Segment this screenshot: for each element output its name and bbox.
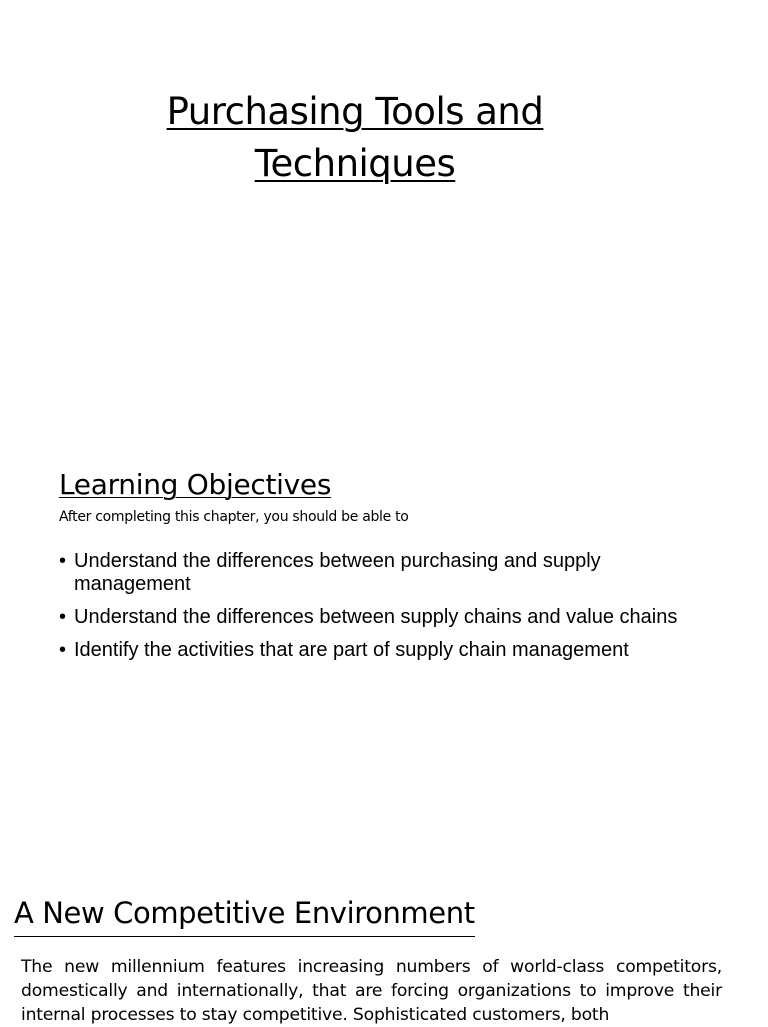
bullet-marker: • [59,639,67,661]
competitive-environment-heading: A New Competitive Environment [14,892,475,937]
title-slide [0,0,768,440]
bullet-marker: • [59,550,67,572]
learning-objectives-subheading: After completing this chapter, you should be able to [59,509,409,525]
bullet-marker: • [59,606,67,628]
learning-objectives-heading: Learning Objectives [59,468,332,501]
competitive-environment-slide [0,860,768,1024]
competitive-environment-body: The new millennium features increasing numbers of world-class competitors, domestically and internationally, that are forcing organizations to improve their internal processes to stay competitive. Sophisticated customers, both [21,957,722,1025]
objective-text: Understand the differences between purchasing and supply management [74,550,601,595]
objective-text: Identify the activities that are part of supply chain management [74,639,629,661]
title-line-1: Purchasing Tools and [166,90,544,133]
objective-text: Understand the differences between supply chains and value chains [74,606,678,628]
objective-item [59,550,719,596]
presentation-title [0,86,710,190]
objective-item [59,639,719,662]
learning-objectives-slide [0,440,768,860]
title-line-2: Techniques [254,142,456,185]
objectives-list [59,550,719,672]
objective-item [59,606,719,629]
